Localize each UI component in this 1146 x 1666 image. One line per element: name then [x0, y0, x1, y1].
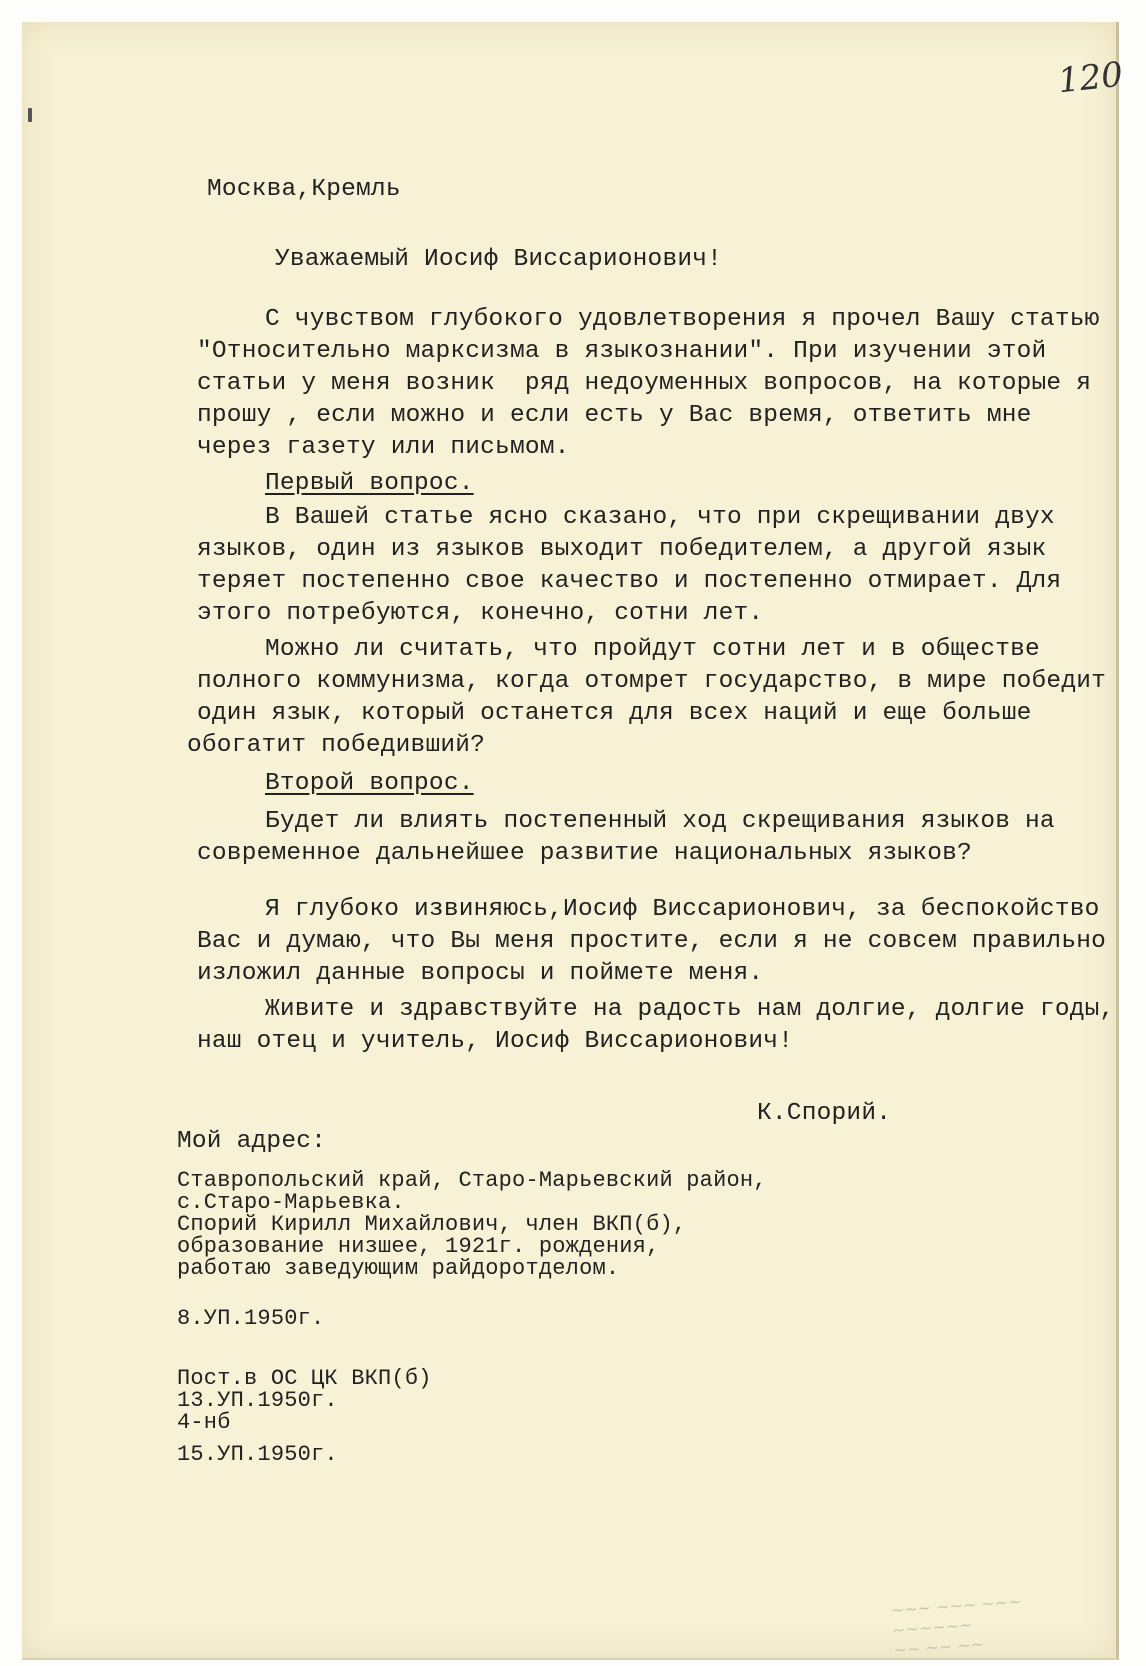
question-2-line: современное дальнейшее развитие национальных языков? [197, 840, 972, 867]
salutation: Уважаемый Иосиф Виссарионович! [275, 246, 723, 273]
page-number: 120 [1056, 54, 1125, 102]
address-line: Ставропольский край, Старо-Марьевский район, [177, 1168, 767, 1193]
intro-line: С чувством глубокого удовлетворения я прочел Вашу статью [265, 306, 1100, 333]
question-1-line: Можно ли считать, что пройдут сотни лет и в обществе [265, 636, 1040, 663]
binder-hole [28, 108, 32, 122]
signature: К.Спорий. [757, 1100, 892, 1127]
question-1-line: языков, один из языков выходит победителем, а другой язык [197, 536, 1047, 563]
question-2-heading: Второй вопрос. [265, 770, 474, 797]
registration-line: 13.УП.1950г. [177, 1388, 338, 1413]
intro-line: прошу , если можно и если есть у Вас время, ответить мне [197, 402, 1032, 429]
question-1-line: один язык, который останется для всех наций и еще больше [197, 700, 1032, 727]
registration-line: Пост.в ОС ЦК ВКП(б) [177, 1366, 432, 1391]
question-1-line: В Вашей статье ясно сказано, что при скрещивании двух [265, 504, 1055, 531]
letter-location: Москва,Кремль [207, 176, 401, 203]
intro-line: через газету или письмом. [197, 434, 570, 461]
registration-final-date: 15.УП.1950г. [177, 1442, 338, 1467]
question-1-line: полного коммунизма, когда отомрет государство, в мире победит [197, 668, 1107, 695]
question-1-line: обогатит победивший? [187, 732, 486, 759]
question-1-line: теряет постепенно свое качество и постепенно отмирает. Для [197, 568, 1062, 595]
closing-line: Вас и думаю, что Вы меня простите, если я не совсем правильно [197, 928, 1107, 955]
address-label: Мой адрес: [177, 1128, 327, 1155]
question-1-heading: Первый вопрос. [265, 470, 474, 497]
question-1-line: этого потребуются, конечно, сотни лет. [197, 600, 764, 627]
letter-date: 8.УП.1950г. [177, 1306, 325, 1331]
pencil-note: ~~~ ~~~ ~~~ ~~~~~~ ~~ ~~ ~~ [890, 1591, 1023, 1660]
address-line: образование низшее, 1921г. рождения, [177, 1234, 660, 1259]
closing-line: Я глубоко извиняюсь,Иосиф Виссарионович, за беспокойство [265, 896, 1100, 923]
closing-line: Живите и здравствуйте на радость нам долгие, долгие годы, [265, 996, 1115, 1023]
address-line: Спорий Кирилл Михайлович, член ВКП(б), [177, 1212, 687, 1237]
letter-page [22, 22, 1125, 1660]
question-2-line: Будет ли влиять постепенный ход скрещивания языков на [265, 808, 1055, 835]
intro-line: статьи у меня возник ряд недоуменных вопросов, на которые я [197, 370, 1092, 397]
registration-line: 4-нб [177, 1410, 231, 1435]
address-line: работаю заведующим райдоротделом. [177, 1256, 620, 1281]
closing-line: наш отец и учитель, Иосиф Виссарионович! [197, 1028, 794, 1055]
intro-line: "Относительно марксизма в языкознании". При изучении этой [197, 338, 1047, 365]
address-line: с.Старо-Марьевка. [177, 1190, 405, 1215]
closing-line: изложил данные вопросы и поймете меня. [197, 960, 764, 987]
